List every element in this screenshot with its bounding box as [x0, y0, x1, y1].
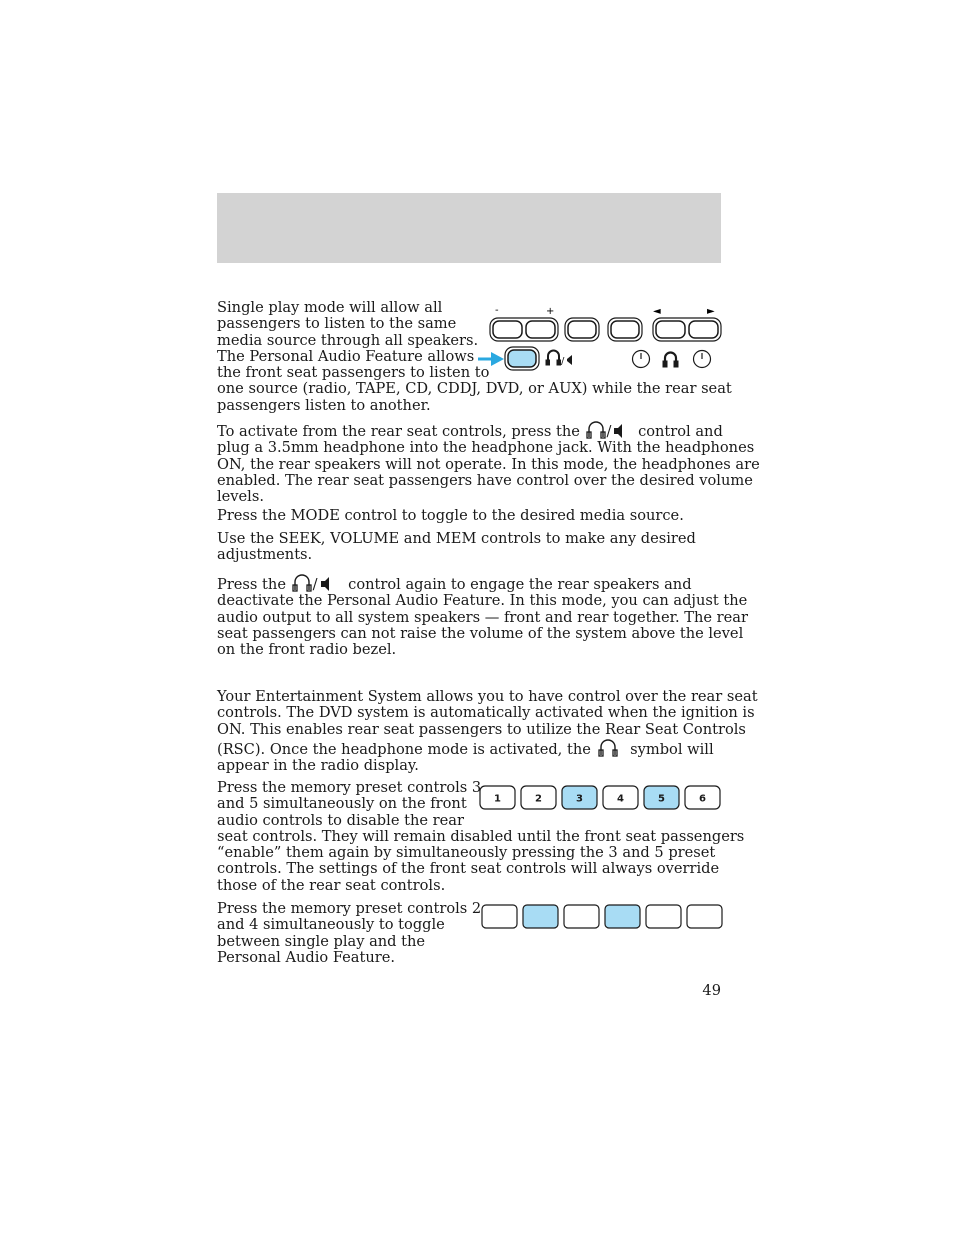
paragraph-toggle-mode: [217, 901, 721, 966]
text-line: ON, the rear speakers will not operate. In this mode, the headphones are: [217, 455, 760, 473]
text-line: seat controls. They will remain disabled until the front seat passengers: [217, 827, 745, 845]
text-line: audio controls to disable the rear: [217, 811, 464, 829]
headphone-jack-icon: [663, 353, 678, 368]
volume-minus-label: -: [495, 305, 499, 316]
paragraph-activate-rear: [217, 420, 760, 506]
text-line: Use the SEEK, VOLUME and MEM controls to make any desired: [217, 530, 696, 547]
preset-label: 5: [658, 793, 665, 805]
text-line: audio output to all system speakers — front and rear together. The rear: [217, 608, 748, 626]
text-line: passengers listen to another.: [217, 396, 431, 414]
text-line: the front seat passengers to listen to: [217, 364, 490, 382]
text-line: levels.: [217, 488, 264, 506]
text-line: passengers to listen to the same: [217, 315, 457, 333]
seek-right-arrow-icon: ►: [707, 306, 715, 317]
text-line: media source through all speakers.: [217, 331, 479, 349]
text-line: adjustments.: [217, 546, 313, 564]
text-line: plug a 3.5mm headphone into the headphone jack. With the headphones: [217, 439, 755, 457]
headphone-speaker-button[interactable]: [508, 350, 536, 367]
volume-up-button[interactable]: [526, 321, 555, 338]
text-line: Single play mode will allow all: [217, 299, 443, 316]
text-line: controls. The DVD system is automatically activated when the ignition is: [217, 704, 755, 722]
section-header-band: [217, 193, 721, 263]
text-line: (RSC). Once the headphone mode is activated, the symbol will: [217, 738, 721, 758]
seek-up-button[interactable]: [689, 321, 718, 338]
page-number: 49: [702, 982, 721, 999]
headphone-icon: [596, 738, 620, 758]
text-line: Press the memory preset controls 2: [217, 900, 482, 917]
text-line: enabled. The rear seat passengers have control over the desired volume: [217, 471, 753, 489]
text-line: deactivate the Personal Audio Feature. In this mode, you can adjust the: [217, 592, 748, 610]
text-line: those of the rear seat controls.: [217, 876, 446, 894]
text-line: one source (radio, TAPE, CD, CDDJ, DVD, or AUX) while the rear seat: [217, 380, 732, 398]
speaker-icon: [611, 420, 625, 440]
rear-seat-controls-figure: [478, 302, 724, 374]
preset-label: 6: [699, 793, 706, 805]
seek-left-arrow-icon: ◄: [653, 306, 661, 317]
volume-down-button[interactable]: [493, 321, 522, 338]
text-line: and 4 simultaneously to toggle: [217, 916, 445, 934]
text-line: controls. The settings of the front seat controls will always override: [217, 860, 720, 878]
paragraph-engage-rear: [217, 573, 748, 659]
paragraph-entertainment-system: [217, 688, 758, 775]
preset-label: 1: [494, 793, 501, 805]
text-line: appear in the radio display.: [217, 757, 419, 775]
text-line: Personal Audio Feature.: [217, 948, 396, 966]
preset-label: 3: [576, 793, 583, 805]
mode-button[interactable]: [568, 321, 596, 338]
headphone-speaker-icon: [546, 351, 572, 368]
speaker-icon: [318, 573, 332, 593]
text-line: and 5 simultaneously on the front: [217, 795, 467, 813]
preset-label: 4: [617, 793, 624, 805]
text-line: Press the / control again to engage the rear speakers and: [217, 573, 721, 593]
paragraph-disable-rear: [217, 779, 745, 894]
headphone-icon: [291, 573, 313, 593]
paragraph-mode: [217, 508, 721, 524]
text-line: Your Entertainment System allows you to have control over the rear seat: [217, 688, 758, 705]
volume-plus-label: +: [546, 306, 555, 317]
mem-button[interactable]: [611, 321, 639, 338]
svg-text:/: /: [561, 356, 565, 367]
text-line: The Personal Audio Feature allows: [217, 347, 475, 365]
text-line: on the front radio bezel.: [217, 641, 397, 659]
text-line: Press the MODE control to toggle to the desired media source.: [217, 507, 684, 524]
text-line: between single play and the: [217, 932, 426, 950]
text-line: Press the memory preset controls 3: [217, 779, 482, 796]
headphone-icon: [585, 420, 607, 440]
text-line: ON. This enables rear seat passengers to utilize the Rear Seat Controls: [217, 720, 746, 738]
preset-label: 2: [535, 793, 542, 805]
paragraph-seek-volume: [217, 531, 721, 564]
text-line: seat passengers can not raise the volume of the system above the level: [217, 624, 744, 642]
pointer-arrow-icon: [478, 352, 504, 366]
text-line: “enable” them again by simultaneously pressing the 3 and 5 preset: [217, 844, 716, 862]
seek-down-button[interactable]: [656, 321, 685, 338]
text-line: To activate from the rear seat controls, press the / control and: [217, 420, 721, 440]
